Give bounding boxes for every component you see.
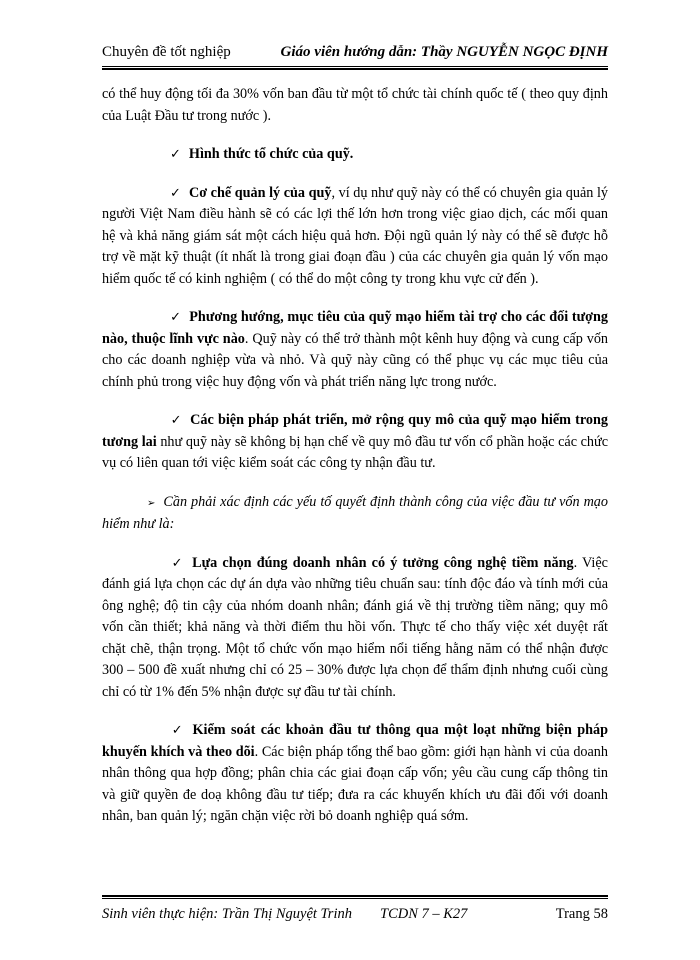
paragraph-selection: ✓ Lựa chọn đúng doanh nhân có ý tưởng công nghệ tiềm năng. Việc đánh giá lựa chọn các dự án dựa vào những tiêu chuẩn sau: tính độc đáo và tính mới của ông nghệ; độ tin cậy của nhóm doanh nhân; đánh giá về thị trường tiềm năng; quy mô vốn cần thiết; khả năng và thời điểm thu hồi vốn. Thực tế cho thấy việc xét duyệt rất chặt chẽ, thận trọng. Một tổ chức vốn mạo hiểm nổi tiếng hằng năm có thể nhận được 300 – 500 đề xuất nhưng chỉ có 25 – 30% được lựa chọn để thẩm định nhưng cuối cùng chỉ có từ 1% đến 5% nhận được sự đầu tư tài chính. — [102, 554, 608, 700]
checkmark-icon: ✓ — [170, 310, 182, 325]
paragraph-expansion: ✓ Các biện pháp phát triển, mở rộng quy mô của quỹ mạo hiểm trong tương lai như quỹ này sẽ không bị hạn chế về quy mô đầu tư vốn cổ phần hoặc các chức vụ có liên quan tới việc kiểm soát các công ty nhận đầu tư. — [102, 412, 608, 471]
checkmark-icon: ✓ — [170, 413, 183, 428]
page-content — [102, 84, 608, 828]
arrow-bullet-icon: ➢ — [147, 497, 156, 509]
footer-page-number: Trang 58 — [555, 906, 608, 922]
paragraph-control: ✓ Kiểm soát các khoản đầu tư thông qua một loạt những biện pháp khuyến khích và theo dõi. Các biện pháp tổng thể bao gồm: giới hạn hành vi của doanh nhân thông qua hợp đồng; phân chia các giai đoạn cấp vốn; yêu cầu cung cấp thông tin và giữ quyền đe doạ không đầu tư tiếp; đưa ra các khuyến khích ưu đãi đối với doanh nhân, ban quản lý; ngăn chặn việc rời bỏ doanh nghiệp quá sớm. — [102, 722, 608, 824]
paragraph-management: ✓ Cơ chế quản lý của quỹ, ví dụ như quỹ này có thể có chuyên gia quản lý người Việt Nam điều hành sẽ có các lợi thế lớn hơn trong việc giao dịch, các mối quan hệ và khả năng giám sát một cách hiệu quả hơn. Đội ngũ quản lý này có thể sẽ được hỗ trợ về mặt kỹ thuật (ít nhất là trong giai đoạn đầu ) của các chuyên gia quản lý vốn mạo hiểm quốc tế có kinh nghiệm ( có thể do một công ty trong khu vực cử đến ). — [102, 184, 608, 287]
paragraph-direction: ✓ Phương hướng, mục tiêu của quỹ mạo hiểm tài trợ cho các đối tượng nào, thuộc lĩnh vực nào. Quỹ này có thể trở thành một kênh huy động và cung cấp vốn cho các doanh nghiệp vừa và nhỏ. Và quỹ này cũng có thể phục vụ các mục tiêu của chính phủ trong việc huy động vốn và phát triển năng lực trong nước. — [102, 309, 609, 390]
header-rule — [102, 68, 608, 70]
footer-student: Sinh viên thực hiện: Trần Thị Nguyệt Trinh — [102, 906, 352, 922]
footer-class: TCDN 7 – K27 — [380, 906, 468, 922]
checkmark-icon: ✓ — [170, 723, 185, 738]
checkmark-icon: ✓ — [170, 147, 181, 162]
checkmark-icon: ✓ — [170, 185, 181, 201]
footer-rule — [102, 895, 608, 897]
header-advisor: Giáo viên hướng dẫn: Thầy NGUYỄN NGỌC ĐỊNH — [280, 44, 608, 60]
paragraph-success-factors: ➢ Cần phải xác định các yếu tố quyết định thành công của việc đầu tư vốn mạo hiểm như là: — [102, 493, 608, 532]
checkmark-icon: ✓ — [170, 555, 185, 571]
heading-organization-form: ✓ Hình thức tổ chức của quỹ. — [170, 146, 354, 162]
paragraph-continuation: có thể huy động tối đa 30% vốn ban đầu từ một tổ chức tài chính quốc tế ( theo quy định của Luật Đầu tư trong nước ). — [102, 86, 608, 124]
page-header — [102, 36, 608, 67]
header-title: Chuyên đề tốt nghiệp — [102, 44, 231, 60]
page-footer — [102, 898, 608, 925]
